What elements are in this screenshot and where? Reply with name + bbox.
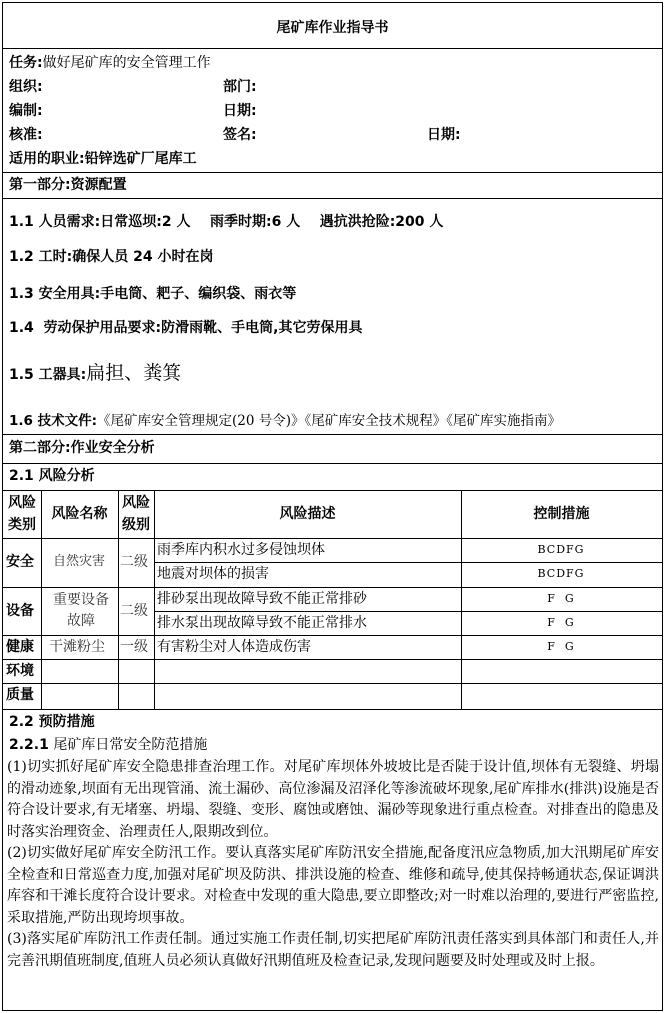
safety-tools: 1.3 安全用具:手电筒、耙子、编织袋、雨衣等 — [9, 286, 297, 302]
risk-type-quality: 质量 — [6, 687, 34, 703]
divider — [3, 198, 662, 199]
risk-type-equipment: 设备 — [6, 603, 34, 619]
job-value: 铅锌选矿厂尾库工 — [84, 151, 197, 167]
paragraph-responsibility-system: (3)落实尾矿库防汛工作责任制。通过实施工作责任制,切实把尾矿库防汛责任落实到具体部门和责任人,并完善汛期值班制度,值班人员必须认真做好汛期值班及检查记录,发现问题要及时处理或及时上报。 — [7, 931, 659, 969]
author-label: 编制: — [9, 103, 43, 119]
work-instruction-document — [2, 2, 663, 1011]
divider — [3, 48, 662, 49]
task-row — [9, 55, 211, 71]
risk-type-environment: 环境 — [6, 663, 34, 679]
approve-label: 核准: — [9, 127, 43, 143]
protective-equipment: 1.4 劳动保护用品要求:防滑雨靴、手电筒,其它劳保用具 — [9, 320, 363, 336]
technical-documents: 1.6 技术文件:《尾矿库安全管理规定(20 号令)》《尾矿库安全技术规程》《尾矿库实施指南》 — [9, 413, 562, 429]
paragraph-hazard-inspection: (1)切实抓好尾矿库安全隐患排查治理工作。对尾矿库坝体外坡坡比是否陡于设计值,坝体有无裂缝、坍塌的滑动迹象,坝面有无出现管涌、流土漏砂、高位渗漏及沼泽化等渗流破坏现象,尾矿库排水(排洪)设施是否符合设计要求,有无堵塞、坍塌、裂缝、变形、腐蚀或磨蚀、漏砂等现象进行重点检查。对排查出的隐患及时落实治理资金、治理责任人,限期改到位。 — [7, 759, 659, 840]
date-label: 日期: — [223, 103, 257, 119]
risk-name-dry-beach-dust: 干滩粉尘 — [49, 639, 105, 655]
sub-section-title: 2.2.1 尾矿库日常安全防范措施 — [9, 737, 208, 753]
header-risk-name: 风险名称 — [51, 506, 108, 522]
risk-description: 地震对坝体的损害 — [157, 566, 269, 582]
risk-analysis-heading: 2.1 风险分析 — [9, 468, 95, 484]
divider — [3, 172, 662, 173]
risk-description: 有害粉尘对人体造成伤害 — [157, 639, 311, 655]
task-value: 做好尾矿库的安全管理工作 — [42, 55, 211, 71]
header-risk-type: 风险 类别 — [8, 495, 36, 533]
document-title: 尾矿库作业指导书 — [276, 20, 389, 36]
header-control-measures: 控制措施 — [533, 506, 590, 522]
risk-level: 一级 — [120, 639, 148, 655]
dept-label: 部门: — [223, 79, 257, 95]
hand-tools: 1.5 工器具:扁担、粪箕 — [9, 362, 182, 384]
job-row — [9, 151, 197, 167]
risk-name-equipment-failure: 重要设备 故障 — [53, 592, 109, 629]
header-risk-description: 风险描述 — [279, 506, 336, 522]
part1-heading: 第一部分:资源配置 — [9, 177, 127, 193]
risk-description: 排水泵出现故障导致不能正常排水 — [157, 615, 367, 631]
risk-name-natural-disaster: 自然灾害 — [53, 554, 106, 569]
divider — [3, 434, 662, 435]
risk-description: 排砂泵出现故障导致不能正常排砂 — [157, 591, 367, 607]
sign-label: 签名: — [223, 127, 257, 143]
part2-heading: 第二部分:作业安全分析 — [9, 440, 155, 456]
paragraph-flood-prevention: (2)切实做好尾矿库安全防汛工作。要认真落实尾矿库防汛安全措施,配备度汛应急物质,加大汛期尾矿库安全检查和日常巡查力度,加强对尾矿坝及防洪、排洪设施的检查、维修和疏导,使其保持畅通状态,保证调洪库容和干滩长度符合设计要求。对检查中发现的重大隐患,要立即整改;对一时难以治理的,要进行严密监控,采取措施,严防出现垮坝事故。 — [7, 845, 659, 926]
control-measure: BCDFG — [537, 567, 585, 580]
risk-type-safety: 安全 — [6, 554, 34, 570]
task-label: 任务: — [9, 55, 43, 71]
control-measure: F G — [547, 592, 575, 605]
prevention-heading: 2.2 预防措施 — [9, 714, 95, 730]
job-label: 适用的职业: — [9, 151, 85, 167]
control-measure: F G — [547, 640, 575, 653]
staff-requirement: 1.1 人员需求:日常巡坝:2 人 雨季时期:6 人 遇抗洪抢险:200 人 — [9, 214, 444, 230]
risk-level: 二级 — [120, 554, 148, 570]
control-measure: F G — [547, 616, 575, 629]
divider — [3, 709, 662, 710]
work-hours: 1.2 工时:确保人员 24 小时在岗 — [9, 249, 214, 265]
risk-description: 雨季库内积水过多侵蚀坝体 — [157, 542, 325, 558]
risk-table — [3, 490, 662, 709]
risk-type-health: 健康 — [6, 639, 34, 655]
org-label: 组织: — [9, 79, 43, 95]
header-risk-level: 风险 级别 — [122, 495, 150, 533]
control-measure: BCDFG — [537, 543, 585, 556]
divider — [3, 463, 662, 464]
risk-level: 二级 — [120, 603, 148, 619]
date2-label: 日期: — [427, 127, 461, 143]
